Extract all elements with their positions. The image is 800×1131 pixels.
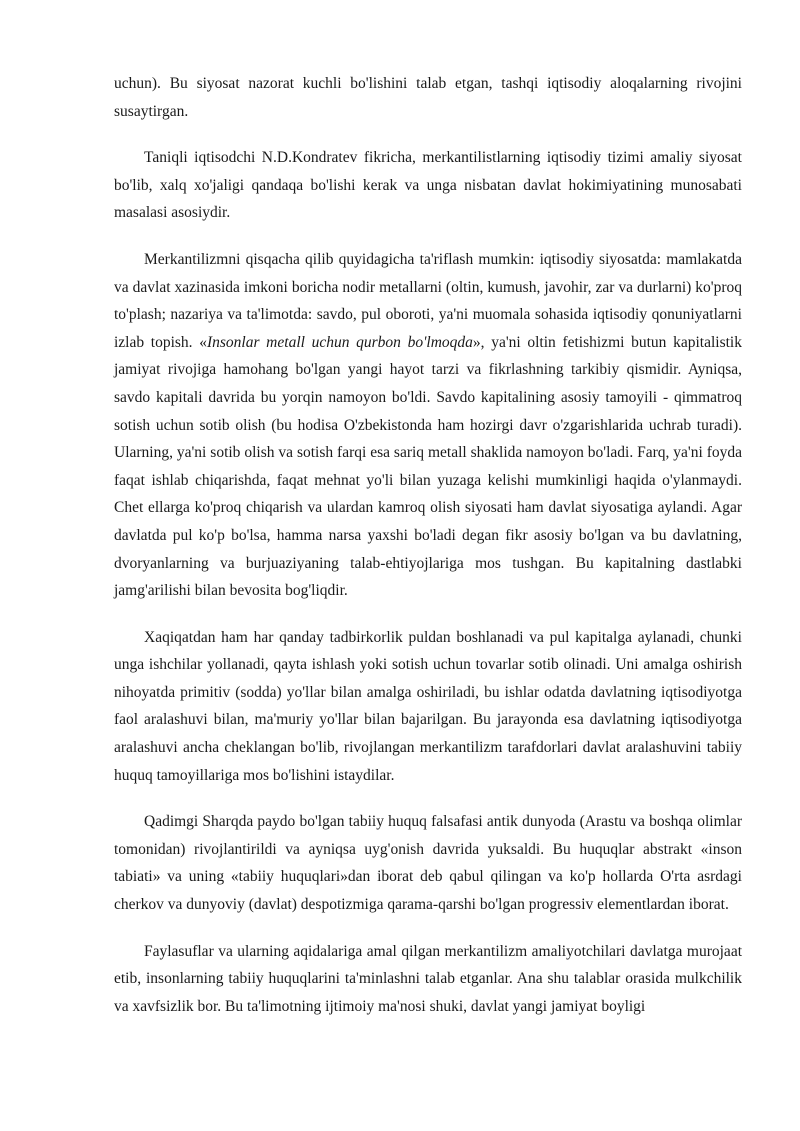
paragraph-3-italic-quote: Insonlar metall uchun qurbon bo'lmoqda <box>206 333 473 351</box>
document-page <box>114 70 742 1020</box>
paragraph-5: Qadimgi Sharqda paydo bo'lgan tabiiy huquq falsafasi antik dunyoda (Arastu va boshqa olimlar tomonidan) rivojlantirildi va ayniqsa uyg'onish davrida yuksaldi. Bu huquqlar abstrakt «inson tabiati» va uning «tabiiy huquqlari»dan iborat deb qabul qilingan va ko'p hollarda O'rta asrdagi cherkov va dunyoviy (davlat) despotizmiga qarama-qarshi bo'lgan progressiv elementlardan iborat. <box>114 813 742 914</box>
paragraph-6: Faylasuflar va ularning aqidalariga amal qilgan merkantilizm amaliyotchilari davlatga murojaat etib, insonlarning tabiiy huquqlarini ta'minlashni talab etganlar. Ana shu talablar orasida mulkchilik va xavfsizlik bor. Bu ta'limotning ijtimoiy ma'nosi shuki, davlat yangi jamiyat boyligi <box>114 942 742 1015</box>
paragraph-3-text-before: Merkantilizmni qisqacha qilib quyidagicha ta'riflash mumkin: iqtisodiy siyosatda: mamlakatda va davlat xazinasida imkoni boricha nodir metallarni (oltin, kumush, javohir, zar va durlarni) ko'proq to'plash; nazariya va ta'limotda: savdo, pul oboroti, ya'ni muomala sohasida iqtisodiy qonuniyatlarni izlab topish. « <box>114 250 742 351</box>
paragraph-4: Xaqiqatdan ham har qanday tadbirkorlik puldan boshlanadi va pul kapitalga aylanadi, chunki unga ishchilar yollanadi, qayta ishlash yoki sotish uchun tovarlar sotib olinadi. Uni amalga oshirish nihoyatda primitiv (sodda) yo'llar bilan amalga oshiriladi, bu ishlar odatda davlatning iqtisodiyotga faol aralashuvi bilan, ma'muriy yo'llar bilan bajarilgan. Bu jarayonda esa davlatning iqtisodiyotga aralashuvi ancha cheklangan bo'lib, rivojlangan merkantilizm tarafdorlari davlat aralashuvini tabiiy huquq tamoyillariga mos bo'lishini istaydilar. <box>114 628 742 784</box>
paragraph-1: uchun). Bu siyosat nazorat kuchli bo'lishini talab etgan, tashqi iqtisodiy aloqalarning rivojini susaytirgan. <box>114 75 742 120</box>
paragraph-3 <box>114 246 742 605</box>
paragraph-2: Taniqli iqtisodchi N.D.Kondratev fikricha, merkantilistlarning iqtisodiy tizimi amaliy siyosat bo'lib, xalq xo'jaligi qandaqa bo'lishi kerak va unga nisbatan davlat hokimiyatining munosabati masalasi asosiydir. <box>114 149 742 222</box>
paragraph-3-text-after: », ya'ni oltin fetishizmi butun kapitalistik jamiyat rivojiga hamohang bo'lgan yangi hayot tarzi va fikrlashning tarkibiy qismidir. Ayniqsa, savdo kapitali davrida bu yorqin namoyon bo'ldi. Savdo kapitalining asosiy tamoyili - qimmatroq sotish uchun sotib olish (bu hodisa O'zbekistonda ham hozirgi davr o'zgarishlarida uchrab turadi). Ularning, ya'ni sotib olish va sotish farqi esa sariq metall shaklida namoyon bo'ladi. Farq, ya'ni foyda faqat ishlab chiqarishda, faqat mehnat yo'li bilan yuzaga kelishi mumkinligi haqida o'ylanmaydi. Chet ellarga ko'proq chiqarish va ulardan kamroq olish siyosati ham davlat siyosatiga aylandi. Agar davlatda pul ko'p bo'lsa, hamma narsa yaxshi bo'ladi degan fikr asosiy bo'lgan va bu davlatning, dvoryanlarning va burjuaziyaning talab-ehtiyojlariga mos tushgan. Bu kapitalning dastlabki jamg'arilishi bilan bevosita bog'liqdir. <box>114 333 742 600</box>
